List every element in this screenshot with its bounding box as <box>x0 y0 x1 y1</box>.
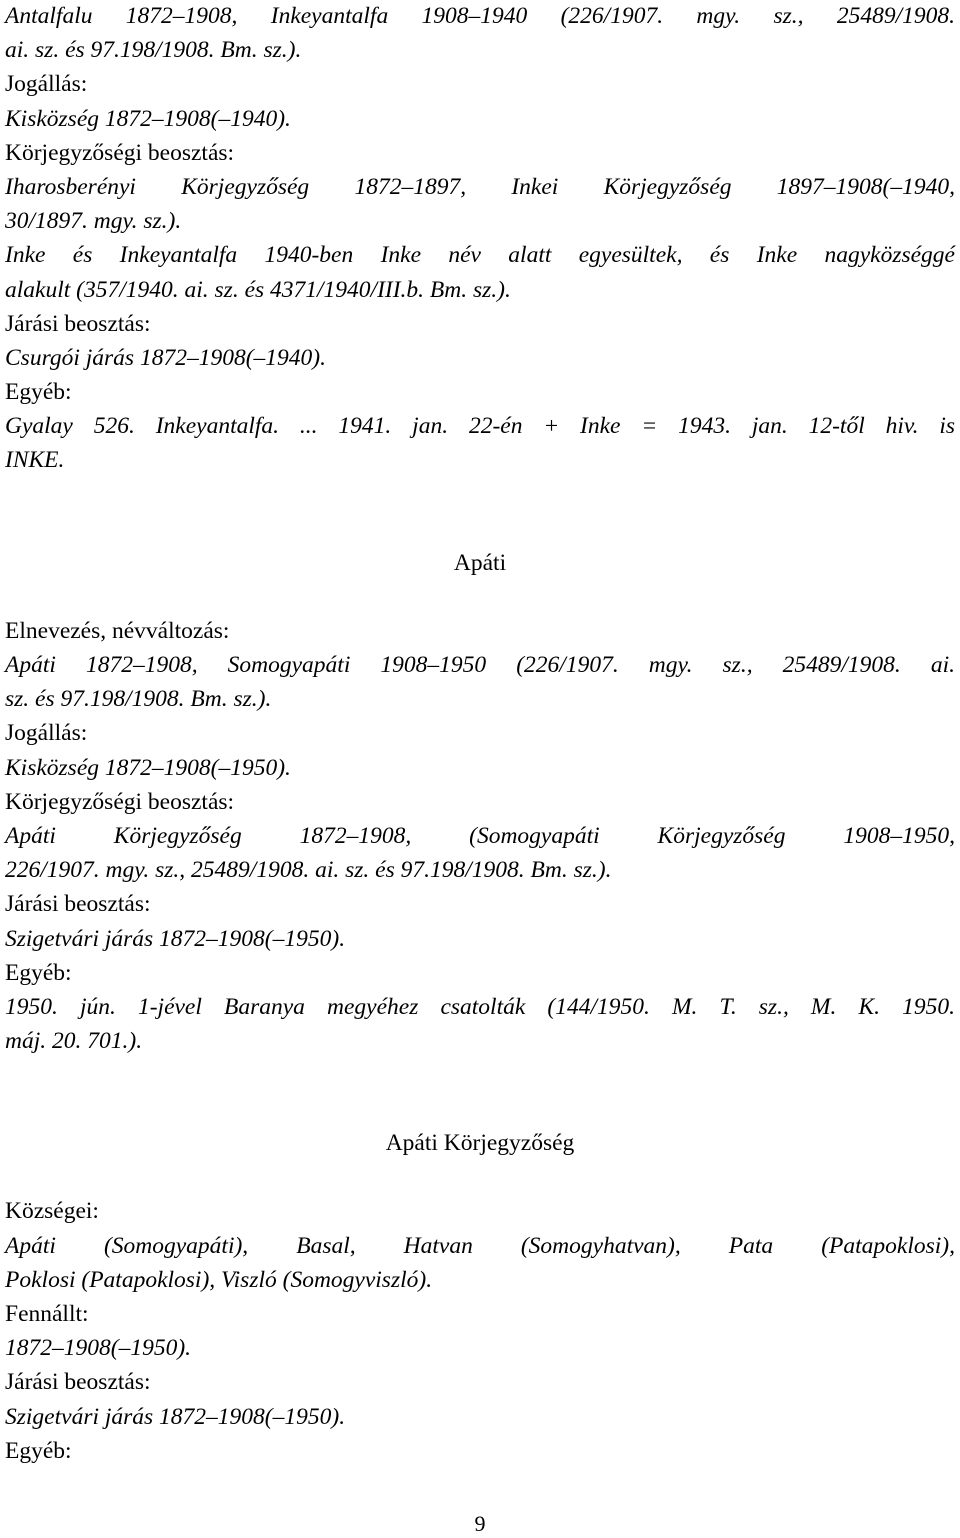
other-label: Egyéb: <box>5 1437 72 1464</box>
legal-status-label: Jogállás: <box>5 71 88 98</box>
district-notary-line: Iharosberényi Körjegyzőség 1872–1897, Inkei Körjegyzőség 1897–1908(–1940, <box>5 173 955 200</box>
naming-label: Elnevezés, névváltozás: <box>5 617 230 644</box>
district-label: Járási beosztás: <box>5 891 151 918</box>
legal-status-label: Jogállás: <box>5 720 88 747</box>
municipalities-label: Községei: <box>5 1198 99 1225</box>
district-notary-line: Inke és Inkeyantalfa 1940-ben Inke név alatt egyesültek, és Inke nagyközséggé <box>5 242 955 269</box>
other-line: 1950. jún. 1-jével Baranya megyéhez csatolták (144/1950. M. T. sz., M. K. 1950. <box>5 993 955 1020</box>
district-notary-label: Körjegyzőségi beosztás: <box>5 139 235 166</box>
municipalities-line: Apáti (Somogyapáti), Basal, Hatvan (Somogyhatvan), Pata (Patapoklosi), <box>5 1232 955 1259</box>
section-title: Apáti Körjegyzőség <box>385 1130 575 1157</box>
section-title: Apáti <box>453 549 507 576</box>
district-notary-line: 30/1897. mgy. sz.). <box>5 208 182 235</box>
other-label: Egyéb: <box>5 379 72 406</box>
district-notary-line: alakult (357/1940. ai. sz. és 4371/1940/III.b. Bm. sz.). <box>5 276 511 303</box>
other-label: Egyéb: <box>5 959 72 986</box>
section-gap <box>5 478 955 546</box>
district-value: Szigetvári járás 1872–1908(–1950). <box>5 1403 346 1430</box>
district-notary-line: 226/1907. mgy. sz., 25489/1908. ai. sz. és 97.198/1908. Bm. sz.). <box>5 857 612 884</box>
district-label: Járási beosztás: <box>5 1369 151 1396</box>
existed-label: Fennállt: <box>5 1301 89 1327</box>
naming-line: ai. sz. és 97.198/1908. Bm. sz.). <box>5 37 302 64</box>
document-page <box>5 0 955 1468</box>
legal-status-value: Kisközség 1872–1908(–1940). <box>5 105 291 132</box>
district-notary-line: Apáti Körjegyzőség 1872–1908, (Somogyapáti Körjegyzőség 1908–1950, <box>5 822 955 849</box>
apati-section <box>5 546 955 1059</box>
other-line: INKE. <box>5 447 65 474</box>
naming-line: Apáti 1872–1908, Somogyapáti 1908–1950 (226/1907. mgy. sz., 25489/1908. ai. <box>5 652 955 678</box>
district-value: Csurgói járás 1872–1908(–1940). <box>5 344 326 371</box>
naming-line: sz. és 97.198/1908. Bm. sz.). <box>5 686 272 713</box>
page-number: 9 <box>474 1511 486 1536</box>
title-gap <box>5 580 955 614</box>
apati-notary-section <box>5 1126 955 1468</box>
other-line: Gyalay 526. Inkeyantalfa. ... 1941. jan. 22-én + Inke = 1943. jan. 12-től hiv. is <box>5 413 955 440</box>
other-line: máj. 20. 701.). <box>5 1028 143 1055</box>
title-gap <box>5 1160 955 1194</box>
inke-section <box>5 0 955 478</box>
existed-value: 1872–1908(–1950). <box>5 1335 192 1362</box>
district-value: Szigetvári járás 1872–1908(–1950). <box>5 925 346 952</box>
municipalities-line: Poklosi (Patapoklosi), Viszló (Somogyviszló). <box>5 1266 433 1293</box>
district-notary-label: Körjegyzőségi beosztás: <box>5 788 235 815</box>
section-gap <box>5 1058 955 1126</box>
naming-line: Antalfalu 1872–1908, Inkeyantalfa 1908–1940 (226/1907. mgy. sz., 25489/1908. <box>5 3 955 29</box>
district-label: Járási beosztás: <box>5 310 151 337</box>
legal-status-value: Kisközség 1872–1908(–1950). <box>5 754 291 781</box>
